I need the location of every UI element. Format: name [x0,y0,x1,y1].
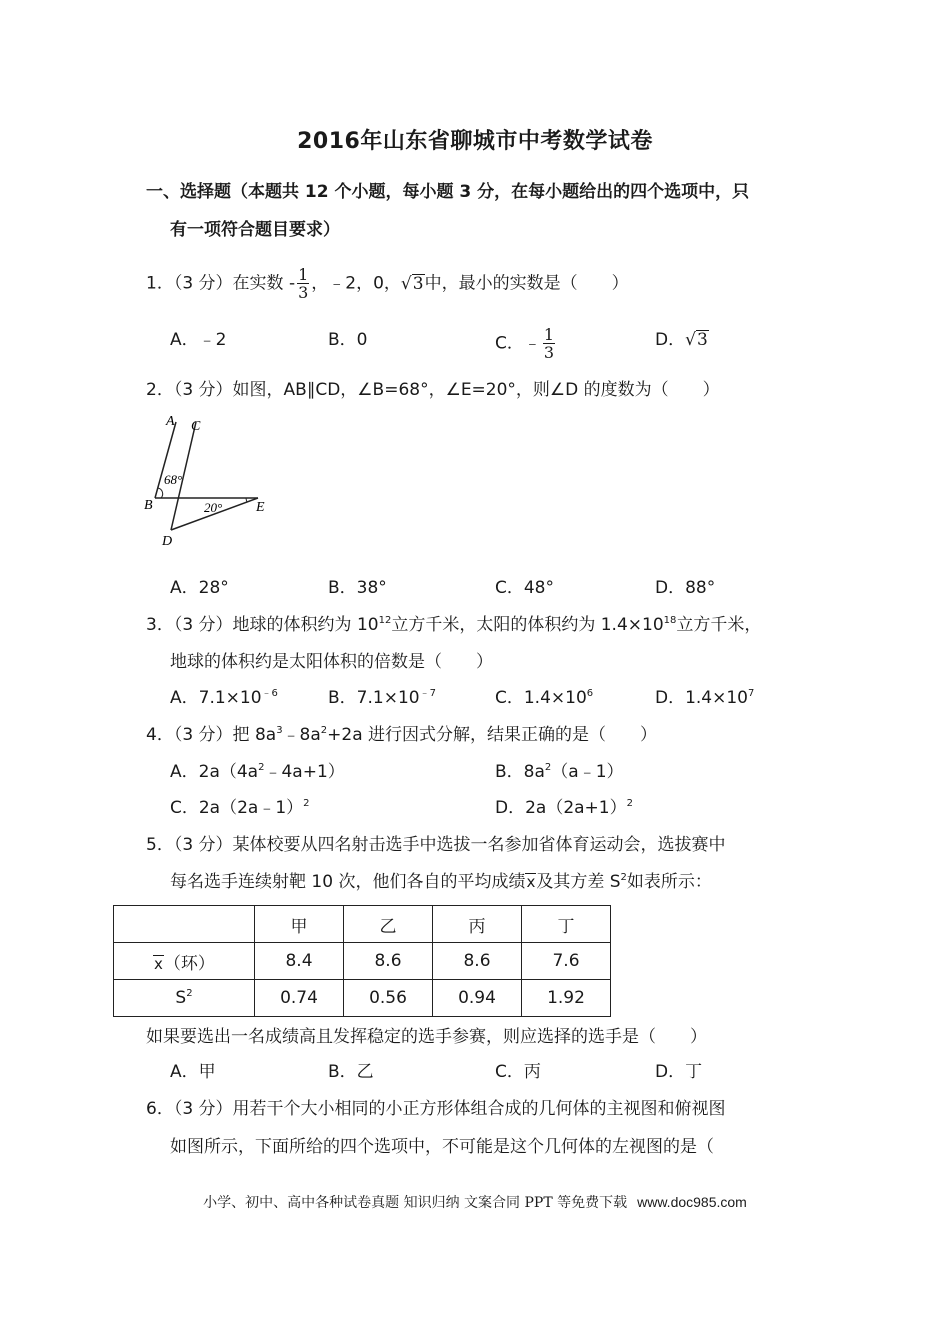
table-header-cell: 甲 [255,906,344,943]
exponent: 2 [186,988,193,999]
table-cell: 1.92 [522,980,611,1017]
q1-option-c [495,326,557,361]
fraction-denominator: 3 [543,343,555,362]
radicand: 3 [696,330,708,350]
square-root: √3 [400,273,424,294]
q1-option-b: B．0 [328,330,368,350]
table-cell: 8.6 [344,943,433,980]
table-cell: 0.94 [433,980,522,1017]
q3-text-b: 立方千米，太阳的体积约为 1.4×10 [391,615,664,635]
label-b: B [144,498,153,513]
q4-option-b [495,760,624,784]
mean-symbol: x [526,873,536,891]
q2-option-c: C．48° [495,578,555,598]
section-heading-line2: 有一项符合题目要求） [170,220,340,240]
q1-option-d [655,328,709,352]
angle-b-arc [158,488,163,498]
table-cell: 0.74 [255,980,344,1017]
q6-text: （3 分）用若干个大小相同的小正方形体组合成的几何体的主视图和俯视图 [173,1099,726,1119]
label-c: C [191,419,201,434]
q4-option-b-text: B．8a [495,762,545,782]
exponent: 18 [663,615,677,626]
exponent: 2 [620,872,627,883]
exponent: 2 [544,762,552,773]
q3-option-b-text: B．7.1×10 [328,688,420,708]
q4-option-d [495,796,633,820]
question-number: 2． [146,380,174,400]
table-header-cell [114,906,255,943]
q1-option-d-prefix: D． [655,330,686,350]
table-row [114,980,611,1017]
table-header-row [114,906,611,943]
q1-option-a: A．﹣2 [170,330,227,350]
angle-e-label: 20° [204,500,223,515]
q4-option-b-text-2: （a﹣1） [551,762,624,782]
fraction-numerator: 1 [298,265,309,284]
footer-link[interactable]: www.doc985.com [637,1194,747,1210]
q3-option-a [170,686,278,710]
q5-text-c: 如表所示： [626,872,712,892]
exponent: 2 [303,798,310,809]
q2-option-b: B．38° [328,578,387,598]
mean-symbol: x [154,954,163,973]
question-1-suffix: 中，最小的实数是（ ） [424,273,629,294]
fraction-denominator: 3 [298,283,309,302]
exponent: 2 [626,798,633,809]
q2-option-a: A．28° [170,578,229,598]
label-d: D [162,534,173,549]
question-1-prefix: （3 分）在实数 - [173,273,296,294]
question-6-line1 [146,1097,726,1121]
question-5-line1 [146,833,726,857]
question-1 [146,266,629,301]
q4-text-c: +2a 进行因式分解，结果正确的是（ ） [327,725,658,745]
question-2 [146,378,720,402]
q4-option-d-text: D．2a（2a+1） [495,798,627,818]
q3-option-b [328,686,436,710]
label-e: E [256,500,265,515]
exponent: 2 [258,762,265,773]
q5-option-b: B．乙 [328,1062,374,1082]
table-cell: 0.56 [344,980,433,1017]
q2-geometry-figure [138,408,278,553]
q5-text: （3 分）某体校要从四名射击选手中选拔一名参加省体育运动会，选拔赛中 [173,835,726,855]
square-root: √3 [685,330,708,350]
question-number: 4． [146,725,174,745]
q5-option-c: C．丙 [495,1062,541,1082]
exponent: 6 [586,688,594,699]
fraction [297,266,309,301]
unit-label: （环） [163,953,215,974]
question-number: 1． [146,273,174,294]
q5-option-d: D．丁 [655,1062,703,1082]
table-header-cell: 乙 [344,906,433,943]
q1-option-c-prefix: C．﹣ [495,333,541,354]
question-3-line1 [146,613,761,637]
exponent: 2 [320,725,328,736]
variance-symbol: S [175,988,187,1008]
q4-option-c [170,796,310,820]
question-2-text: （3 分）如图，AB∥CD，∠B=68°，∠E=20°，则∠D 的度数为（ ） [173,380,720,400]
q4-option-c-text: C．2a（2a﹣1） [170,798,304,818]
q4-option-a-text: A．2a（4a [170,762,259,782]
exponent: ﹣7 [419,688,436,699]
table-row-label [114,943,255,980]
question-4 [146,723,657,747]
exponent: 12 [378,615,392,626]
table-row [114,943,611,980]
q3-option-a-text: A．7.1×10 [170,688,262,708]
q4-option-a [170,760,345,784]
score-table [113,905,611,1017]
question-number: 5． [146,835,174,855]
table-cell: 8.4 [255,943,344,980]
table-cell: 8.6 [433,943,522,980]
exponent: 3 [276,725,283,736]
table-header-cell: 丙 [433,906,522,943]
question-3-line2: 地球的体积约是太阳体积的倍数是（ ） [170,652,493,672]
question-5-line2 [170,870,712,894]
q2-option-d: D．88° [655,578,716,598]
question-number: 6． [146,1099,174,1119]
q4-text-b: ﹣8a [282,725,321,745]
table-row-label [114,980,255,1017]
exponent: 7 [748,688,755,699]
table-cell: 7.6 [522,943,611,980]
q3-option-d-text: D．1.4×10 [655,688,749,708]
table-header-cell: 丁 [522,906,611,943]
exponent: ﹣6 [261,688,278,699]
angle-b-label: 68° [164,472,183,487]
radicand: 3 [412,273,424,294]
section-heading-line1: 一、选择题（本题共 12 个小题，每小题 3 分，在每小题给出的四个选项中，只 [146,182,750,202]
label-a: A [166,414,175,429]
q3-text-a: （3 分）地球的体积约为 10 [173,615,379,635]
question-1-middle: ，﹣2，0， [311,273,401,294]
q3-text-c: 立方千米， [676,615,762,635]
fraction [543,326,555,361]
q4-option-a-text-2: ﹣4a+1） [264,762,345,782]
question-6-line2: 如图所示，下面所给的四个选项中，不可能是这个几何体的左视图的是（ [170,1137,714,1157]
q3-option-d [655,686,754,710]
q5-text-b: 及其方差 S [536,872,621,892]
q3-option-c [495,686,593,710]
q4-text-a: （3 分）把 8a [173,725,277,745]
page-footer [0,1192,950,1212]
q5-option-a: A．甲 [170,1062,216,1082]
question-5-after: 如果要选出一名成绩高且发挥稳定的选手参赛，则应选择的选手是（ ） [146,1027,707,1047]
footer-text: 小学、初中、高中各种试卷真题 知识归纳 文案合同 PPT 等免费下载 [203,1195,628,1211]
q3-option-c-text: C．1.4×10 [495,688,587,708]
fraction-numerator: 1 [543,325,555,344]
page-title: 2016年山东省聊城市中考数学试卷 [297,129,653,154]
q5-text-a: 每名选手连续射靶 10 次，他们各自的平均成绩 [170,872,526,892]
question-number: 3． [146,615,174,635]
